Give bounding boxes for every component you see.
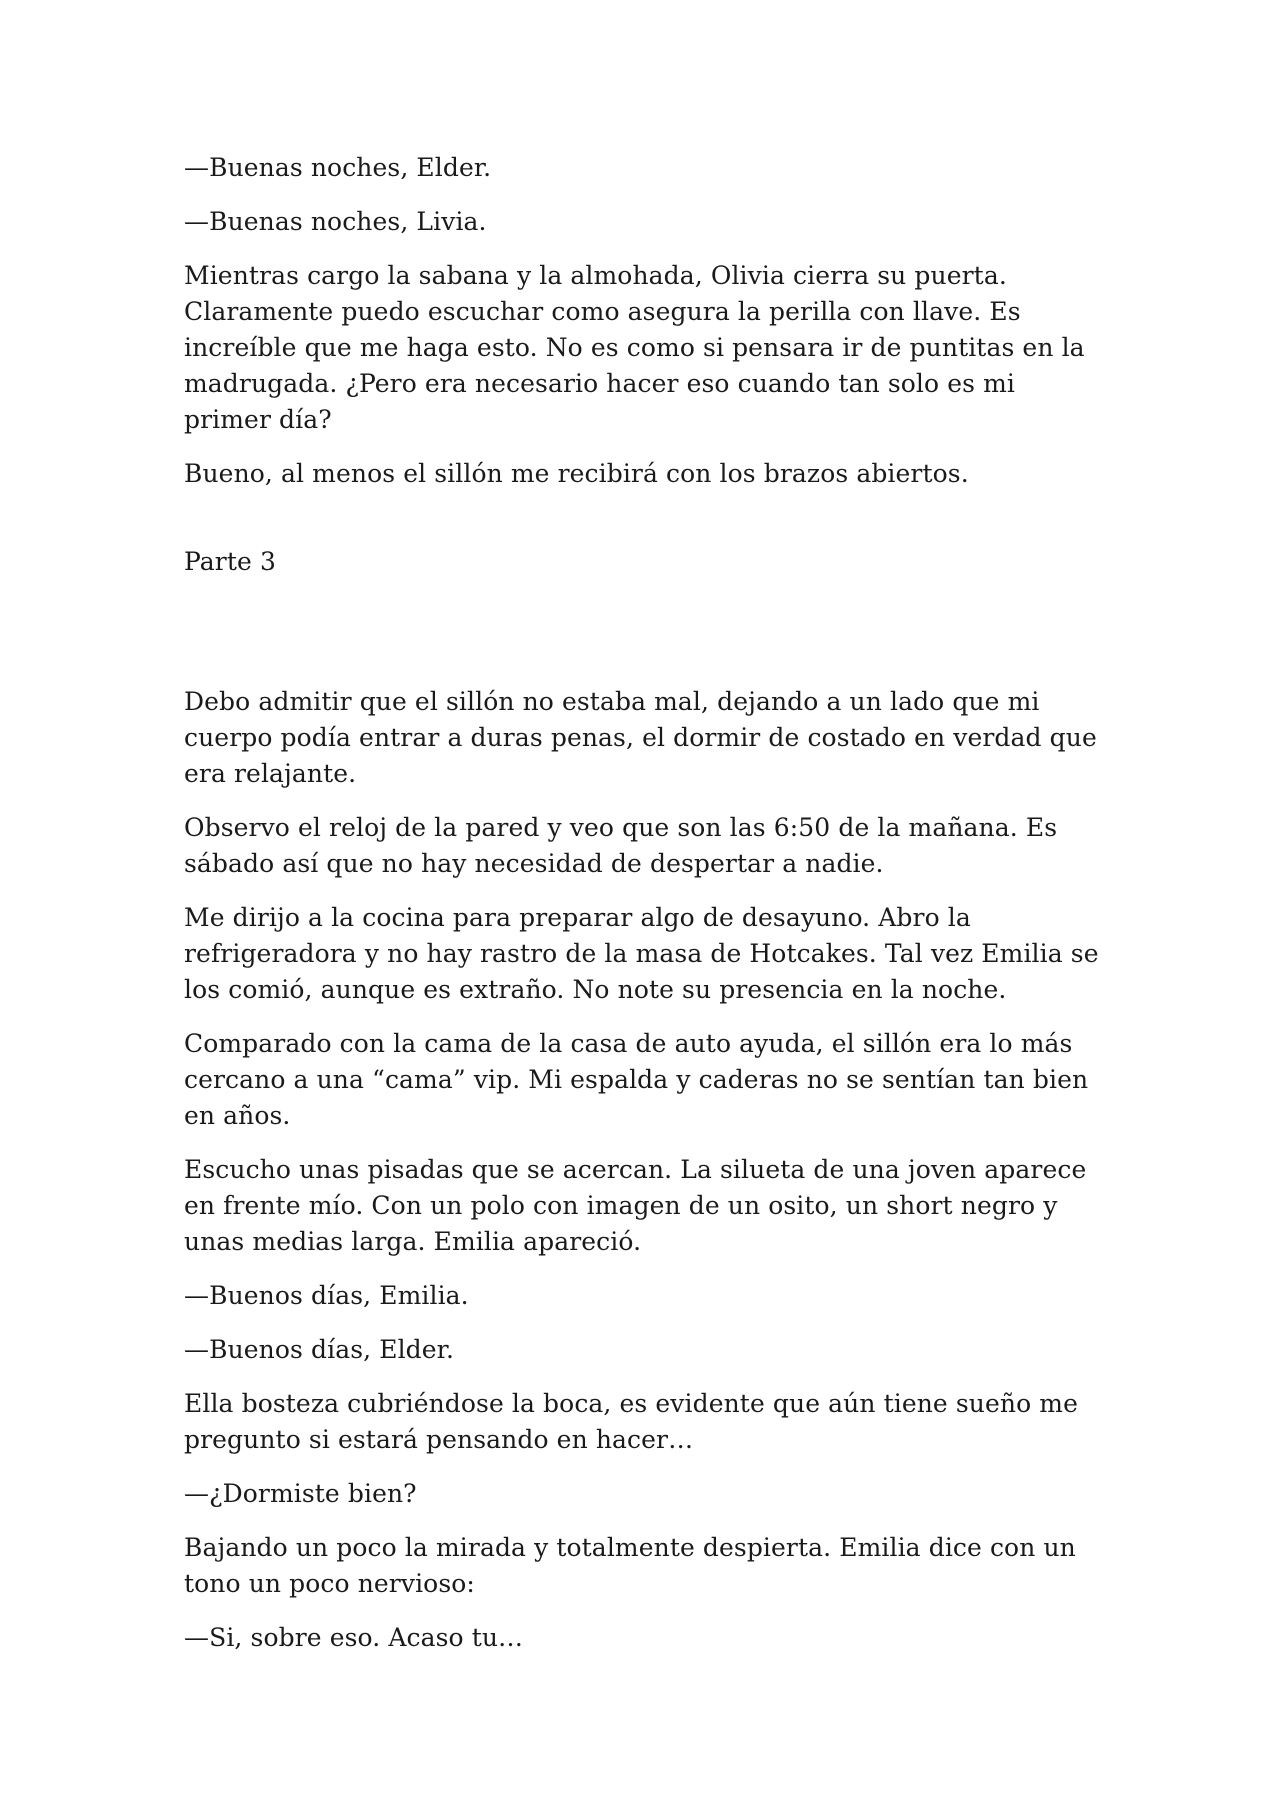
- dialogue-line: —Buenos días, Emilia.: [184, 1281, 469, 1310]
- paragraph: Bueno, al menos el sillón me recibirá con los brazos abiertos.: [184, 459, 969, 488]
- section-heading: Parte 3: [184, 547, 276, 576]
- paragraph: Ella bosteza cubriéndose la boca, es evidente que aún tiene sueño me pregunto si estará pensando en hacer…: [184, 1389, 1078, 1454]
- dialogue-line: —Buenos días, Elder.: [184, 1335, 455, 1364]
- paragraph: Mientras cargo la sabana y la almohada, Olivia cierra su puerta. Claramente puedo escuchar como asegura la perilla con llave. Es increíble que me haga esto. No es como si pensara ir de puntitas en la madrugada. ¿Pero era necesario hacer eso cuando tan solo es mi primer día?: [184, 261, 1085, 434]
- dialogue-line: —Buenas noches, Livia.: [184, 207, 487, 236]
- dialogue-line: —¿Dormiste bien?: [184, 1479, 417, 1508]
- paragraph: Debo admitir que el sillón no estaba mal, dejando a un lado que mi cuerpo podía entrar a duras penas, el dormir de costado en verdad que era relajante.: [184, 687, 1097, 788]
- dialogue-line: —Si, sobre eso. Acaso tu…: [184, 1623, 524, 1652]
- paragraph: Comparado con la cama de la casa de auto ayuda, el sillón era lo más cercano a una “cama” vip. Mi espalda y caderas no se sentían tan bien en años.: [184, 1029, 1089, 1130]
- paragraph: Me dirijo a la cocina para preparar algo de desayuno. Abro la refrigeradora y no hay rastro de la masa de Hotcakes. Tal vez Emilia se los comió, aunque es extraño. No note su presencia en la noche.: [184, 903, 1099, 1004]
- paragraph: Bajando un poco la mirada y totalmente despierta. Emilia dice con un tono un poco nervioso:: [184, 1533, 1076, 1598]
- paragraph: Observo el reloj de la pared y veo que son las 6:50 de la mañana. Es sábado así que no hay necesidad de despertar a nadie.: [184, 813, 1058, 878]
- document-body: [184, 150, 1104, 1674]
- paragraph: Escucho unas pisadas que se acercan. La silueta de una joven aparece en frente mío. Con un polo con imagen de un osito, un short negro y unas medias larga. Emilia apareció.: [184, 1155, 1087, 1256]
- dialogue-line: —Buenas noches, Elder.: [184, 153, 492, 182]
